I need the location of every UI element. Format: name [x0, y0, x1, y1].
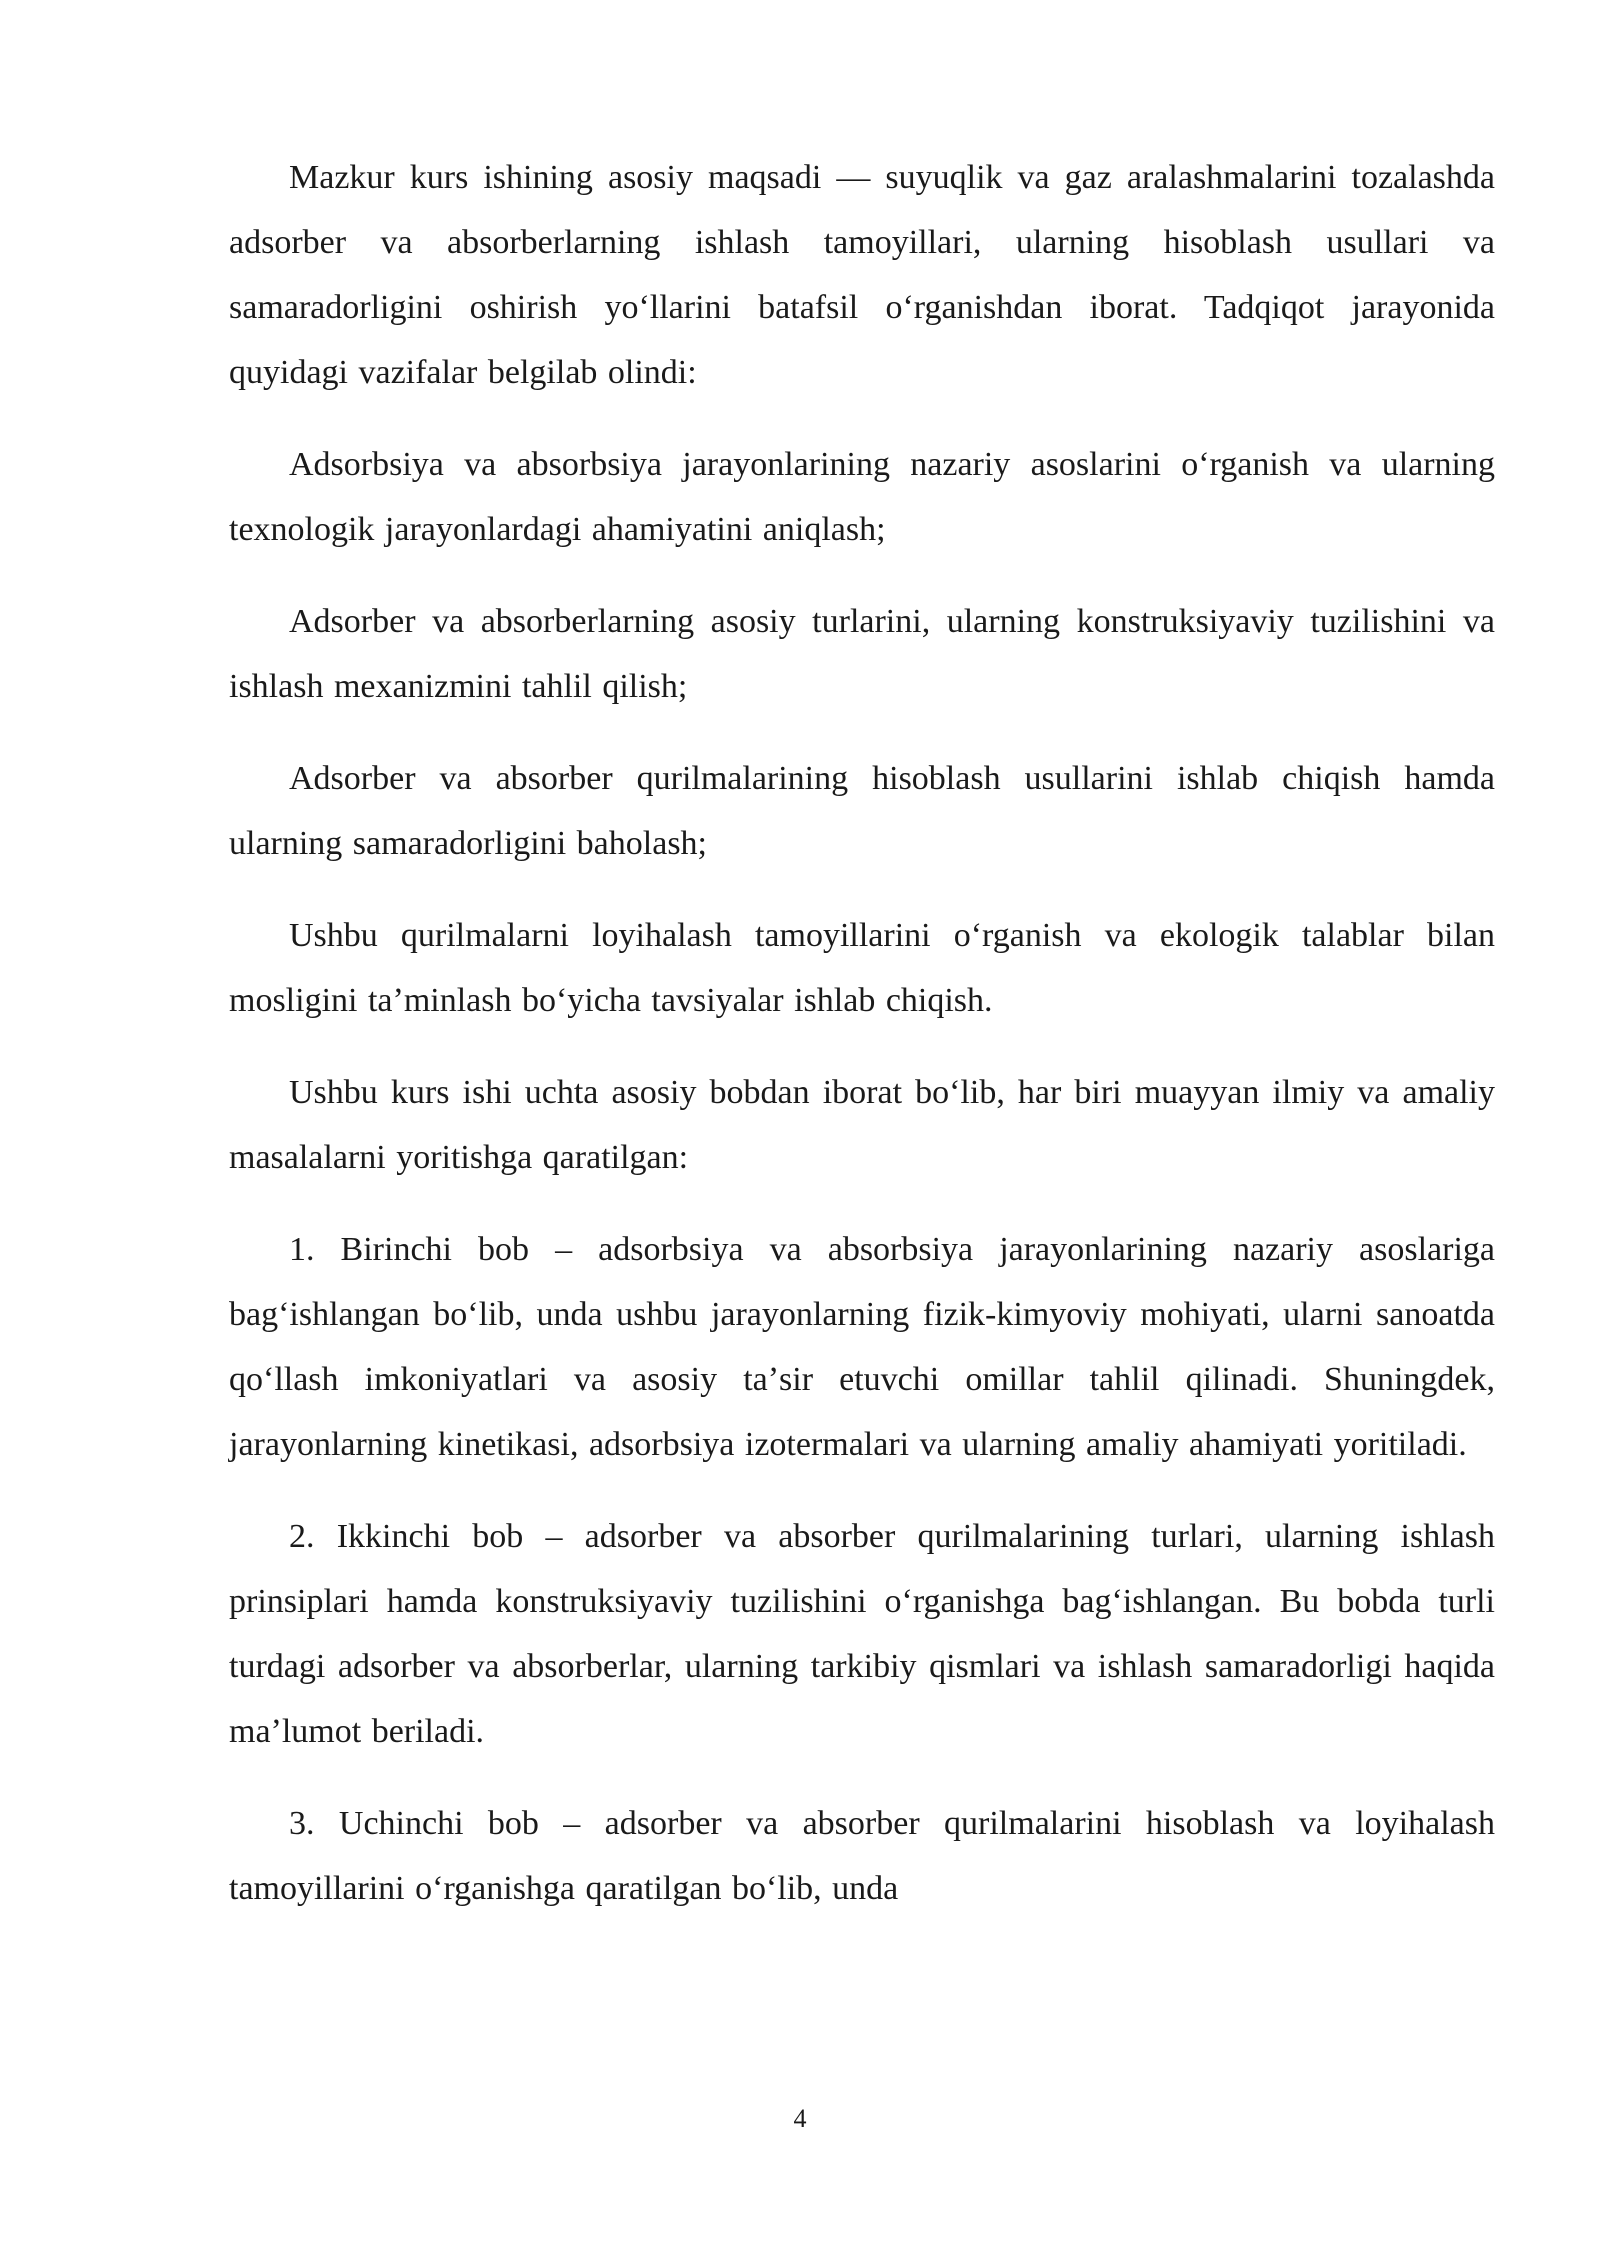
paragraph-task-1: Adsorbsiya va absorbsiya jarayonlarining nazariy asoslarini oʻrganish va ularning texnologik jarayonlardagi ahamiyatini aniqlash; — [229, 446, 1495, 548]
paragraph-task-3: Adsorber va absorber qurilmalarining hisoblash usullarini ishlab chiqish hamda ularning samaradorligini baholash; — [229, 760, 1495, 862]
page-number: 4 — [793, 2104, 807, 2133]
paragraph-chapter-2: 2. Ikkinchi bob – adsorber va absorber qurilmalarining turlari, ularning ishlash prinsiplari hamda konstruksiyaviy tuzilishini oʻrganishga bagʻishlangan. Bu bobda turli turdagi adsorber va absorberlar, ularning tarkibiy qismlari va ishlash samaradorligi haqida maʼlumot beriladi. — [229, 1518, 1495, 1750]
paragraph-chapter-1: 1. Birinchi bob – adsorbsiya va absorbsiya jarayonlarining nazariy asoslariga bagʻishlangan boʻlib, unda ushbu jarayonlarning fizik-kimyoviy mohiyati, ularni sanoatda qoʻllash imkoniyatlari va asosiy taʼsir etuvchi omillar tahlil qilinadi. Shuningdek, jarayonlarning kinetikasi, adsorbsiya izotermalari va ularning amaliy ahamiyati yoritiladi. — [229, 1231, 1495, 1463]
paragraph-purpose: Mazkur kurs ishining asosiy maqsadi — suyuqlik va gaz aralashmalarini tozalashda adsorber va absorberlarning ishlash tamoyillari, ularning hisoblash usullari va samaradorligini oshirish yoʻllarini batafsil oʻrganishdan iborat. Tadqiqot jarayonida quyidagi vazifalar belgilab olindi: — [229, 159, 1495, 391]
paragraph-task-4: Ushbu qurilmalarni loyihalash tamoyillarini oʻrganish va ekologik talablar bilan mosligini taʼminlash boʻyicha tavsiyalar ishlab chiqish. — [229, 917, 1495, 1019]
paragraph-chapter-3: 3. Uchinchi bob – adsorber va absorber qurilmalarini hisoblash va loyihalash tamoyillarini oʻrganishga qaratilgan boʻlib, unda — [229, 1805, 1495, 1907]
paragraph-structure-intro: Ushbu kurs ishi uchta asosiy bobdan iborat boʻlib, har biri muayyan ilmiy va amaliy masalalarni yoritishga qaratilgan: — [229, 1074, 1495, 1176]
document-body — [229, 145, 1495, 1948]
paragraph-task-2: Adsorber va absorberlarning asosiy turlarini, ularning konstruksiyaviy tuzilishini va ishlash mexanizmini tahlil qilish; — [229, 603, 1495, 705]
